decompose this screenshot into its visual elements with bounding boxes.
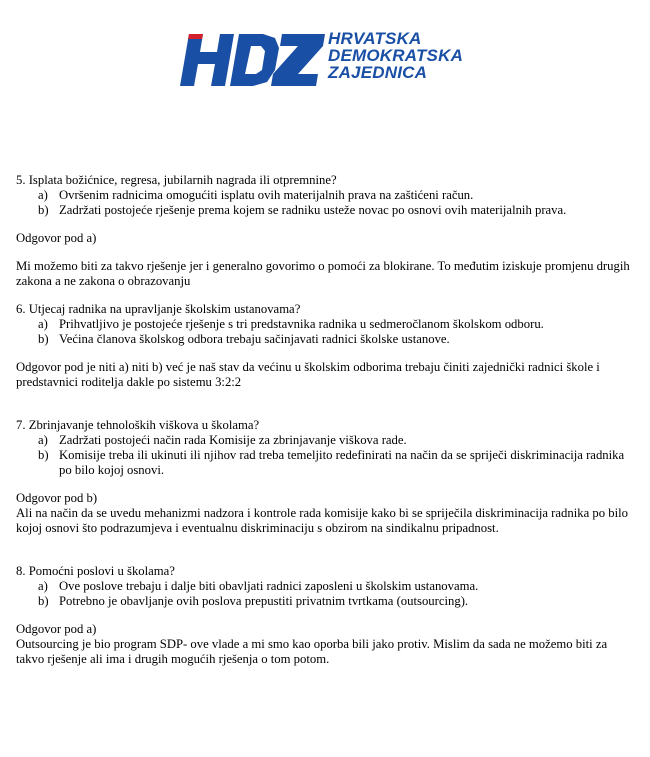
option-text: Većina članova školskog odbora trebaju sačinjavati radnici školske ustanove. — [59, 332, 450, 346]
q5-option-a — [16, 188, 636, 203]
question-7: 7. Zbrinjavanje tehnoloških viškova u školama? — [16, 418, 260, 432]
option-letter: a) — [38, 433, 48, 447]
q8-comment: Outsourcing je bio program SDP- ove vlade a mi smo kao oporba bili jako protiv. Mislim da sada ne možemo biti za takvo rješenje ali ima i drugih mogućih rješenja o tom potom. — [16, 637, 608, 666]
option-text: Zadržati postojeći način rada Komisije za zbrinjavanje viškova rade. — [59, 433, 407, 447]
option-letter: b) — [38, 203, 49, 217]
question-6: 6. Utjecaj radnika na upravljanje školskim ustanovama? — [16, 302, 301, 316]
logo-line-2: DEMOKRATSKA — [328, 46, 464, 65]
option-letter: a) — [38, 579, 48, 593]
option-letter: b) — [38, 594, 49, 608]
option-letter: b) — [38, 332, 49, 346]
option-text: Prihvatljivo je postojeće rješenje s tri predstavnika radnika u sedmeročlanom školskom odboru. — [59, 317, 544, 331]
option-text: Ove poslove trebaju i dalje biti obavljati radnici zaposleni u školskim ustanovama. — [59, 579, 479, 593]
q5-comment: Mi možemo biti za takvo rješenje jer i generalno govorimo o pomoći za blokirane. To međutim iziskuje promjenu drugih zakona a ne zakona o obrazovanju — [16, 259, 630, 288]
question-8: 8. Pomoćni poslovi u školama? — [16, 564, 175, 578]
logo-line-3: ZAJEDNICA — [328, 63, 428, 82]
q5-answer: Odgovor pod a) — [16, 231, 97, 245]
q6-answer: Odgovor pod je niti a) niti b) već je naš stav da većinu u školskim odborima trebaju činiti zajednički radnici škole i predstavnici roditelja dakle po sistemu 3:2:2 — [16, 360, 600, 389]
q7-comment: Ali na način da se uvedu mehanizmi nadzora i kontrole rada komisije kako bi se spriječila diskriminacija radnika po bilo kojoj osnovi što podrazumjeva i eventualnu diskriminaciju s obzirom na sindikalnu pripadnost. — [16, 506, 628, 535]
logo-line-1: HRVATSKA — [328, 29, 422, 48]
option-text: Ovršenim radnicima omogućiti isplatu ovih materijalnih prava na zaštićeni račun. — [59, 188, 474, 202]
q6-option-a — [16, 317, 636, 332]
option-letter: a) — [38, 188, 48, 202]
hdz-logo — [179, 29, 464, 90]
logo-wordmark — [328, 30, 463, 81]
document-body — [16, 173, 636, 667]
option-letter: b) — [38, 448, 49, 462]
question-5: 5. Isplata božićnice, regresa, jubilarnih nagrada ili otpremnine? — [16, 173, 337, 187]
option-text: Potrebno je obavljanje ovih poslova prepustiti privatnim tvrtkama (outsourcing). — [59, 594, 469, 608]
option-text: Komisije treba ili ukinuti ili njihov rad treba temeljito redefinirati na način da se spriječi diskriminacija radnika po bilo kojoj osnovi. — [59, 448, 625, 477]
option-letter: a) — [38, 317, 48, 331]
q8-answer: Odgovor pod a) — [16, 622, 97, 636]
q8-option-a — [16, 579, 636, 594]
q7-option-b — [16, 448, 636, 478]
q8-option-b — [16, 594, 636, 609]
q7-option-a — [16, 433, 636, 448]
q7-answer: Odgovor pod b) — [16, 491, 98, 505]
q5-option-b — [16, 203, 636, 218]
hdz-logo-mark — [179, 34, 325, 86]
option-text: Zadržati postojeće rješenje prema kojem se radniku usteže novac po osnovi ovih materijalnih prava. — [59, 203, 567, 217]
q6-option-b — [16, 332, 636, 347]
